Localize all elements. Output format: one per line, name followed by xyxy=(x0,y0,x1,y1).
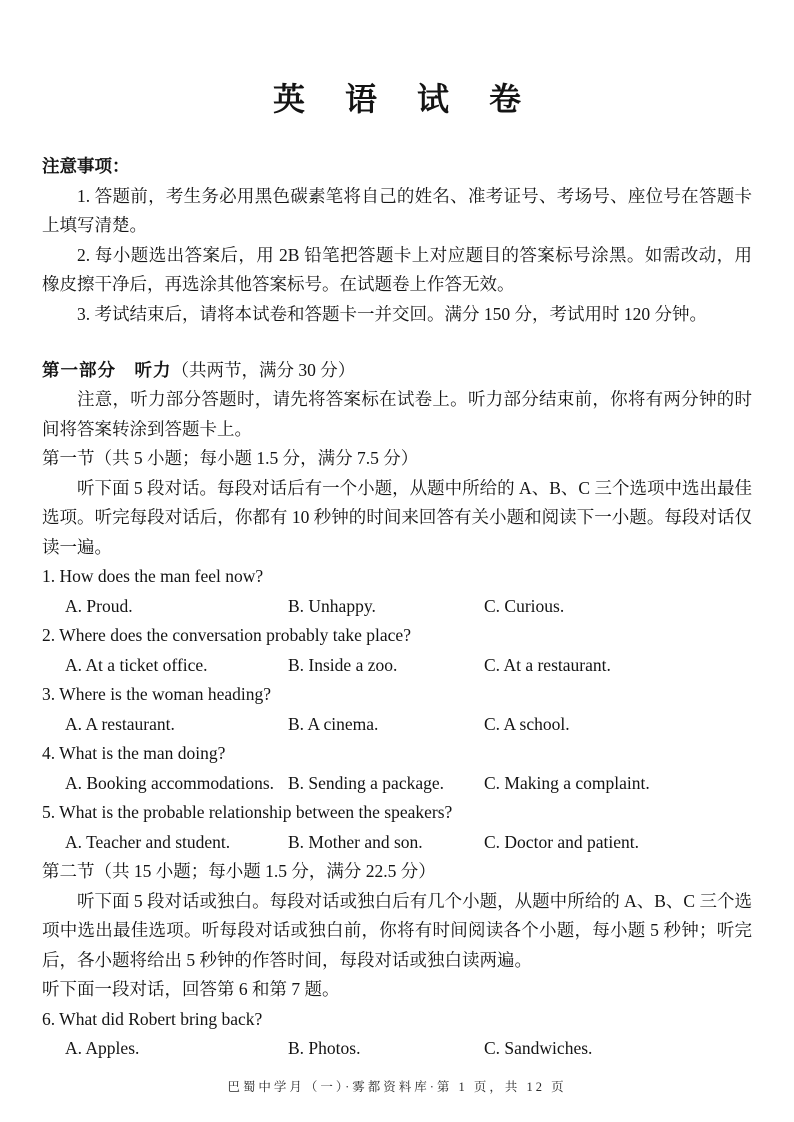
question-2-stem: 2. Where does the conversation probably take place? xyxy=(42,625,411,645)
question-3-option-b: B. A cinema. xyxy=(288,713,379,734)
question-6-option-c: C. Sandwiches. xyxy=(484,1038,593,1058)
question-1-option-a: A. Proud. xyxy=(65,595,133,616)
question-6-option-a: A. Apples. xyxy=(65,1038,140,1058)
section2-instructions: 听下面 5 段对话或独白。每段对话或独白后有几个小题，从题中所给的 A、B、C 三个选项中选出最佳选项。听每段对话或独白前，你将有时间阅读各个小题，每小题 5 秒钟；听完后，各小题将给出 5 秒钟的作答时间，每段对话或独白读两遍。 xyxy=(42,890,752,970)
question-2-option-c: C. At a restaurant. xyxy=(484,654,611,675)
question-6 xyxy=(42,1005,752,1064)
notice-item-3: 3. 考试结束后，请将本试卷和答题卡一并交回。满分 150 分，考试用时 120 分钟。 xyxy=(77,303,707,324)
question-1 xyxy=(42,562,752,621)
question-5 xyxy=(42,798,752,857)
question-5-option-a: A. Teacher and student. xyxy=(65,831,231,852)
question-4-options xyxy=(42,769,752,799)
page-footer: 巴蜀中学月（一）·雾都资料库·第 1 页，共 12 页 xyxy=(227,1079,567,1094)
notice-heading: 注意事项： xyxy=(42,156,130,176)
question-2-option-b: B. Inside a zoo. xyxy=(288,654,398,675)
question-1-options xyxy=(42,592,752,622)
question-3-option-a: A. A restaurant. xyxy=(65,713,175,734)
question-1-stem: 1. How does the man feel now? xyxy=(42,566,264,586)
section2-heading: 第二节（共 15 小题；每小题 1.5 分，满分 22.5 分） xyxy=(42,861,436,881)
part1-heading-main: 第一部分 听力 xyxy=(42,360,172,380)
section1-instructions: 听下面 5 段对话。每段对话后有一个小题，从题中所给的 A、B、C 三个选项中选出最佳选项。听完每段对话后，你都有 10 秒钟的时间来回答有关小题和阅读下一小题。每段对话仅读一遍。 xyxy=(42,477,752,557)
question-2-option-a: A. At a ticket office. xyxy=(65,654,208,675)
question-4-option-c: C. Making a complaint. xyxy=(484,772,650,793)
question-3-stem: 3. Where is the woman heading? xyxy=(42,684,272,704)
question-5-options xyxy=(42,828,752,858)
question-5-option-c: C. Doctor and patient. xyxy=(484,831,640,852)
question-1-option-b: B. Unhappy. xyxy=(288,595,376,616)
section1-heading: 第一节（共 5 小题；每小题 1.5 分，满分 7.5 分） xyxy=(42,448,419,468)
question-2-options xyxy=(42,651,752,681)
question-5-stem: 5. What is the probable relationship between the speakers? xyxy=(42,802,453,822)
page-title: 英 语 试 卷 xyxy=(272,81,537,117)
question-3-options xyxy=(42,710,752,740)
question-6-stem: 6. What did Robert bring back? xyxy=(42,1008,263,1029)
question-4-option-b: B. Sending a package. xyxy=(288,772,444,793)
question-2 xyxy=(42,621,752,680)
question-1-option-c: C. Curious. xyxy=(484,595,565,616)
question-3-option-c: C. A school. xyxy=(484,713,570,734)
notice-item-2: 2. 每小题选出答案后，用 2B 铅笔把答题卡上对应题目的答案标号涂黑。如需改动，用橡皮擦干净后，再选涂其他答案标号。在试题卷上作答无效。 xyxy=(42,244,752,294)
question-6-options xyxy=(42,1034,752,1064)
question-6-option-b: B. Photos. xyxy=(288,1038,361,1058)
part1-heading xyxy=(42,355,752,385)
question-4 xyxy=(42,739,752,798)
part1-heading-note: （共两节，满分 30 分） xyxy=(171,360,356,380)
dialog-direction: 听下面一段对话，回答第 6 和第 7 题。 xyxy=(42,979,340,999)
notice-item-1: 1. 答题前，考生务必用黑色碳素笔将自己的姓名、准考证号、考场号、座位号在答题卡上填写清楚。 xyxy=(42,185,752,235)
part1-notice: 注意，听力部分答题时，请先将答案标在试卷上。听力部分结束前，你将有两分钟的时间将答案转涂到答题卡上。 xyxy=(42,389,752,439)
question-4-stem: 4. What is the man doing? xyxy=(42,743,226,763)
question-3 xyxy=(42,680,752,739)
question-4-option-a: A. Booking accommodations. xyxy=(65,772,275,793)
question-5-option-b: B. Mother and son. xyxy=(288,831,423,852)
